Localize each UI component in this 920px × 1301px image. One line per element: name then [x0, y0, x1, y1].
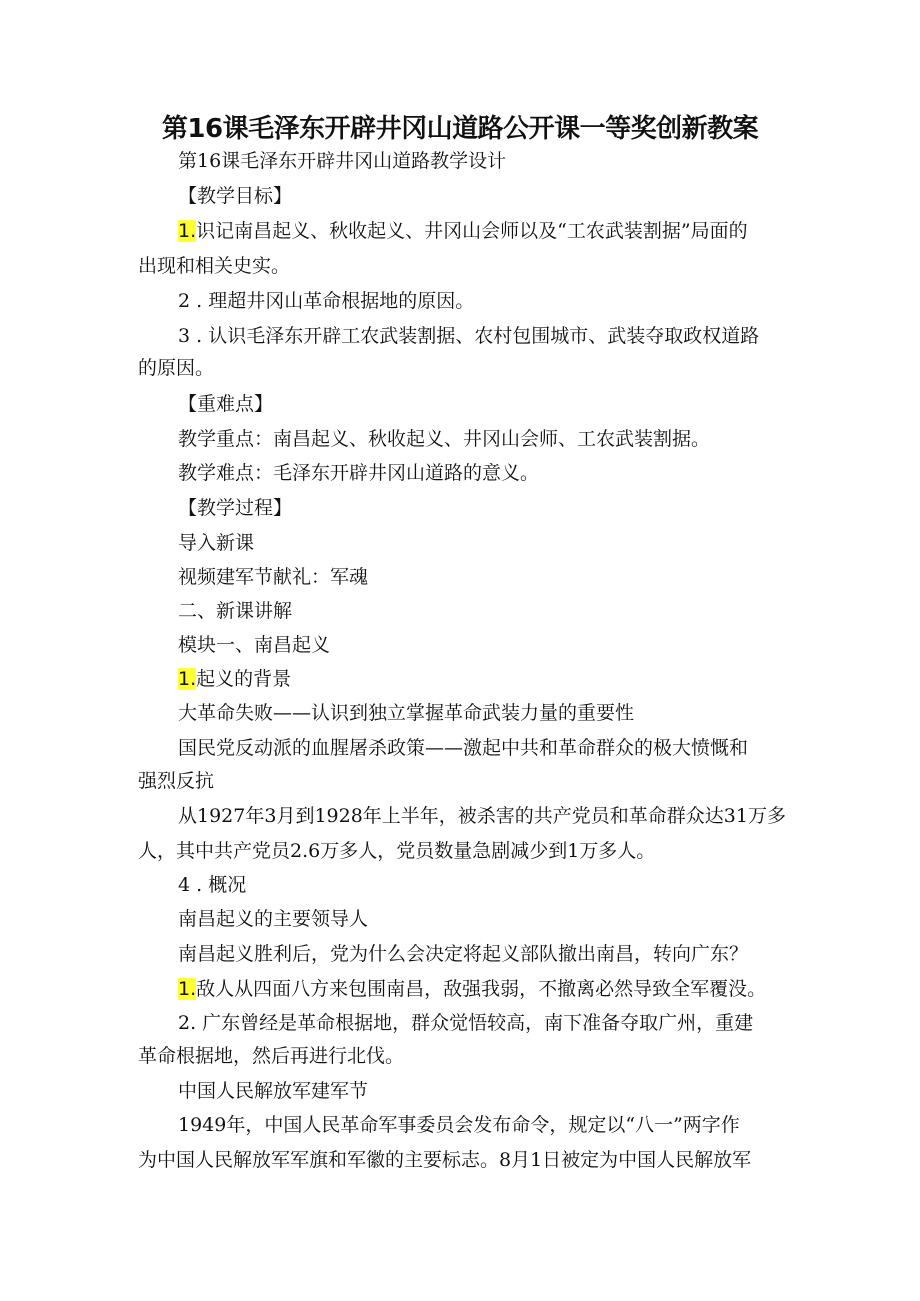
- video-text: 视频建军节献礼：军魂: [178, 566, 369, 588]
- army-day-heading: 中国人民解放军建军节: [178, 1080, 369, 1102]
- background-heading: [178, 666, 291, 692]
- question-text: 南昌起义胜利后，党为什么会决定将起义部队撤出南昌，转向广东？: [178, 943, 749, 965]
- overview-heading: 4 . 概况: [178, 874, 247, 896]
- background-heading-text: 起义的背景: [196, 668, 292, 690]
- key-focus: 教学重点：南昌起义、秋收起义、井冈山会师、工农武装割据。: [178, 428, 711, 450]
- answer-2: 2. 广东曾经是革命根据地，群众觉悟较高，南下准备夺取广州，重建: [178, 1012, 754, 1034]
- goal-3-continuation: 的原因。: [138, 357, 215, 379]
- army-day-text-continuation: 为中国人民解放军军旗和军徽的主要标志。8月1日被定为中国人民解放军: [138, 1149, 752, 1171]
- background-line-1: 大革命失败——认识到独立掌握革命武装力量的重要性: [178, 702, 635, 724]
- goal-3: 3 . 认识毛泽东开辟工农武装割据、农村包围城市、武装夺取政权道路: [178, 325, 760, 347]
- new-lesson-heading: 二、新课讲解: [178, 600, 293, 622]
- goal-1-text: 识记南昌起义、秋收起义、井冈山会师以及“工农武装割据”局面的: [196, 220, 748, 242]
- background-line-3-continuation: 人，其中共产党员2.6万多人，党员数量急剧减少到1万多人。: [138, 840, 656, 862]
- document-subtitle: 第16课毛泽东开辟井冈山道路教学设计: [178, 150, 507, 172]
- goal-1-line: [178, 218, 748, 244]
- goal-2: 2 . 理超井冈山革命根据地的原因。: [178, 290, 475, 312]
- answer-1-line: [178, 976, 766, 1002]
- leaders-text: 南昌起义的主要领导人: [178, 908, 369, 930]
- background-number-highlight: 1.: [178, 668, 197, 690]
- answer-1-number-highlight: 1.: [178, 978, 197, 1000]
- answer-2-continuation: 革命根据地，然后再进行北伐。: [138, 1045, 405, 1067]
- module-1-heading: 模块一、南昌起义: [178, 634, 331, 656]
- document-title: 第16课毛泽东开辟井冈山道路公开课一等奖创新教案: [161, 114, 759, 144]
- answer-1-text: 敌人从四面八方来包围南昌，敌强我弱，不撤离必然导致全军覆没。: [196, 978, 767, 1000]
- goals-heading: 【教学目标】: [178, 185, 293, 207]
- intro-text: 导入新课: [178, 532, 255, 554]
- keypoints-heading: 【重难点】: [178, 393, 274, 415]
- background-line-2-continuation: 强烈反抗: [138, 770, 215, 792]
- key-difficulty: 教学难点：毛泽东开辟井冈山道路的意义。: [178, 462, 540, 484]
- process-heading: 【教学过程】: [178, 497, 293, 519]
- background-line-3: 从1927年3月到1928年上半年，被杀害的共产党员和革命群众达31万多: [178, 805, 786, 827]
- goal-1-number-highlight: 1.: [178, 220, 197, 242]
- army-day-text: 1949年，中国人民革命军事委员会发布命令，规定以“八一”两字作: [178, 1114, 740, 1136]
- background-line-2: 国民党反动派的血腥屠杀政策——激起中共和革命群众的极大愤慨和: [178, 737, 749, 759]
- goal-1-continuation: 出现和相关史实。: [138, 255, 291, 277]
